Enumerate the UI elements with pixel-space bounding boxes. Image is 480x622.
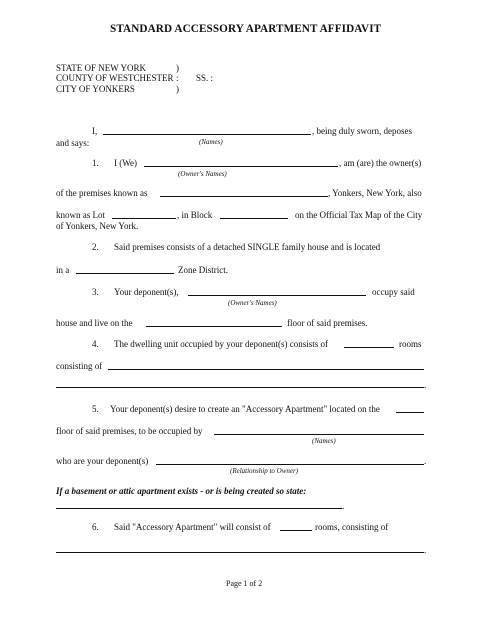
page-number: Page 1 of 2 (226, 579, 263, 588)
p5-text: Your deponent(s) desire to create an "Accessory Apartment" located on the (110, 404, 380, 414)
venue-city: CITY OF YONKERS (56, 84, 135, 94)
intro-says: and says: (56, 138, 90, 148)
intro-sworn: , being duly sworn, deposes (312, 126, 412, 136)
floor-field[interactable] (146, 326, 282, 327)
owners-caption-1: (Owner's Names) (178, 170, 227, 178)
p6-number: 6. (92, 522, 99, 532)
p4-text: The dwelling unit occupied by your deponent(s) consists of (114, 339, 328, 349)
p4-number: 4. (92, 339, 99, 349)
premises-address-field[interactable] (160, 196, 328, 197)
p3-occupy: occupy said (372, 287, 415, 297)
rooms-count-field[interactable] (344, 347, 394, 348)
venue-state: STATE OF NEW YORK (56, 63, 147, 73)
relationship-field[interactable] (156, 464, 424, 465)
p1-yonkers-also: , Yonkers, New York, also (328, 188, 422, 198)
apartment-rooms-description-field[interactable] (56, 552, 424, 553)
p2-in-a: in a (56, 265, 70, 275)
names-caption-2: (Names) (312, 437, 336, 445)
names-field[interactable] (103, 134, 311, 135)
venue-paren-1: ) (176, 63, 179, 73)
p1-number: 1. (92, 158, 99, 168)
basement-period: . (342, 501, 345, 511)
p1-owners: , am (are) the owner(s) (339, 158, 422, 168)
accessory-floor-field[interactable] (396, 412, 424, 413)
p6-consist-of: Said "Accessory Apartment" will consist of (114, 522, 271, 532)
deponents-names-field[interactable] (188, 295, 366, 296)
intro-i: I, (92, 126, 98, 136)
p5-who-are: who are your deponent(s) (56, 456, 149, 466)
p1-premises-known: of the premises known as (56, 188, 148, 198)
p6-rooms-consisting: rooms, consisting of (315, 522, 389, 532)
rooms-description-field[interactable] (108, 369, 424, 370)
p4-rooms: rooms (399, 339, 422, 349)
venue-paren-colon: : (176, 73, 179, 83)
names-caption: (Names) (199, 138, 223, 146)
occupant-names-field[interactable] (214, 434, 424, 435)
p5-period: . (424, 456, 427, 466)
p1-in-block: , in Block (177, 210, 213, 220)
lot-field[interactable] (112, 218, 176, 219)
zone-field[interactable] (76, 273, 174, 274)
p5-number: 5. (92, 404, 99, 414)
venue-paren-2: ) (176, 84, 179, 94)
p1-known-lot: known as Lot (56, 210, 105, 220)
p3-deponents: Your deponent(s), (114, 287, 179, 297)
venue-ss: SS. : (196, 73, 214, 83)
p1-of-yonkers: of Yonkers, New York. (56, 221, 139, 231)
venue-county: COUNTY OF WESTCHESTER (56, 73, 174, 83)
block-field[interactable] (220, 218, 288, 219)
p2-number: 2. (92, 242, 99, 252)
p5-floor-occupied: floor of said premises, to be occupied by (56, 426, 203, 436)
p3-floor: floor of said premises. (287, 318, 368, 328)
apartment-rooms-field[interactable] (280, 530, 312, 531)
basement-heading: If a basement or attic apartment exists - or is being created so state: (56, 486, 307, 496)
p4-period: . (424, 380, 427, 390)
basement-attic-field[interactable] (56, 508, 342, 509)
relationship-caption: (Relationship to Owner) (230, 467, 299, 475)
p3-number: 3. (92, 287, 99, 297)
p2-zone: Zone District. (178, 265, 228, 275)
document-title: STANDARD ACCESSORY APARTMENT AFFIDAVIT (110, 23, 382, 35)
p1-tax-map: on the Official Tax Map of the City (295, 210, 423, 220)
rooms-description-field-2[interactable] (56, 387, 424, 388)
owners-names-field[interactable] (144, 166, 338, 167)
p3-live-on: house and live on the (56, 318, 133, 328)
p4-consisting: consisting of (56, 361, 103, 371)
p2-text: Said premises consists of a detached SINGLE family house and is located (114, 242, 381, 252)
p1-we: I (We) (114, 158, 138, 168)
p6-period: . (424, 545, 427, 555)
owners-caption-2: (Owner's Names) (228, 299, 277, 307)
